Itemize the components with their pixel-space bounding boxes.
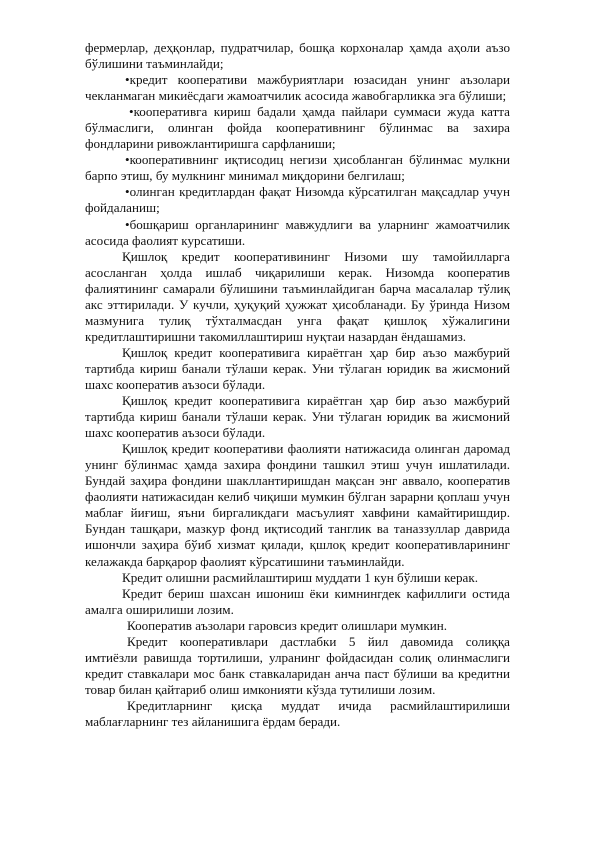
document-page: [85, 40, 510, 730]
paragraph-collateral-free: Кооператив аъзолари гаровсиз кредит олишлари мумкин.: [127, 617, 448, 633]
bullet-indivisible-property: •кооперативнинг иқтисодиц негизи ҳисобланган бўлинмас мулкни барпо этиш, бу мулкнинг минимал миқдорини белгилаш;: [85, 152, 510, 184]
bullet-entry-fee: •кооперативга кириш бадали ҳамда пайлари суммаси жуда катта бўлмаслиги, олинган фойда кооперативнинг бўлинмас ва захира фондларини ривожлантиришга сарфланиши;: [85, 104, 510, 152]
paragraph-short-term: Кредитларнинг қисқа муддат ичида расмийлаштирилиши маблағларнинг тез айланишига ёрдам беради.: [85, 697, 510, 729]
paragraph-tax-benefits: Кредит кооперативлари дастлабки 5 йил давомида солиққа имтиёзли равишда тортилиши, улранинг фойдасидан солиқ олинмаслиги кредит ставкалари мос банк ставкаларидан анча паст бўлиши ва кредитни товар билан қайтариб олиш имконияти кўзда тутилиши лозим.: [85, 633, 510, 697]
paragraph-processing-time: Кредит олишни расмийлаштириш муддати 1 кун бўлиши керак.: [122, 569, 478, 585]
paragraph-guarantee: Кредит бериш шахсан ишониш ёки кимнингдек кафиллиги остида амалга оширилиши лозим.: [85, 585, 510, 617]
bullet-credit-usage: •олинган кредитлардан фақат Низомда кўрсатилган мақсадлар учун фойдаланиш;: [85, 184, 510, 216]
paragraph-intro-continuation: фермерлар, деҳқонлар, пудратчилар, бошқа корхоналар ҳамда аҳоли аъзо бўлишини таъминлайди;: [85, 40, 510, 72]
bullet-governance: •бошқариш органларининг мавжудлиги ва уларнинг жамоатчилик асосида фаолият курсатиши.: [85, 216, 510, 248]
paragraph-membership-fee-repeat: Қишлоқ кредит кооперативига кираётган ҳар бир аъзо мажбурий тартибда кириш банали тўлаши керак. Уни тўлаган юридик ва жисмоний шахс кооператив аъзоси бўлади.: [85, 393, 510, 441]
paragraph-reserve-fund: Қишлоқ кредит кооперативи фаолияти натижасида олинган даромад унинг бўлинмас ҳамда захира фондини ташкил этиш учун ишлатилади. Бундай заҳира фондини шакллантиришдан мақсан энг аввало, кооператив фаолияти натижасидан келиб чиқиши мумкин бўлган зарарни қоплаш учун маблағ йиғиш, яъни биргаликдаги масъулият хавфини камайтиришдир. Бундан ташқари, мазкур фонд иқтисодий танглик ва таназзуллар даврида ишончли заҳира бўиб хизмат қилади, қшлоқ кредит кооперативларининг келажакда барқарор фаолият кўрсатишини таъминлайди.: [85, 441, 510, 569]
paragraph-membership-fee: Қишлоқ кредит кооперативига кираётган ҳар бир аъзо мажбурий тартибда кириш банали тўлаши керак. Уни тўлаган юридик ва жисмоний шахс кооператив аъзоси бўлади.: [85, 344, 510, 392]
paragraph-charter: Қишлоқ кредит кооперативининг Низоми шу тамойилларга асосланган ҳолда ишлаб чиқарилиши керак. Низомда кооператив фалиятининг самарали бўлишини таъминлайдиган барча масалалар тўлиқ акс эттирилади. У кучли, ҳуқуқий ҳужжат ҳисобланади. Бу ўринда Низом мазмунига тулиқ тўхталмасдан унга фақат қишлоқ хўжалигини кредитлаштиришни такомиллаштириш нуқтаи назардан ёндашамиз.: [85, 248, 510, 344]
bullet-unlimited-liability: •кредит кооперативи мажбуриятлари юзасидан унинг аъзолари чекланмаган микиёсдаги жамоатчилик асосида жавобгарликка эга бўлиши;: [85, 72, 510, 104]
